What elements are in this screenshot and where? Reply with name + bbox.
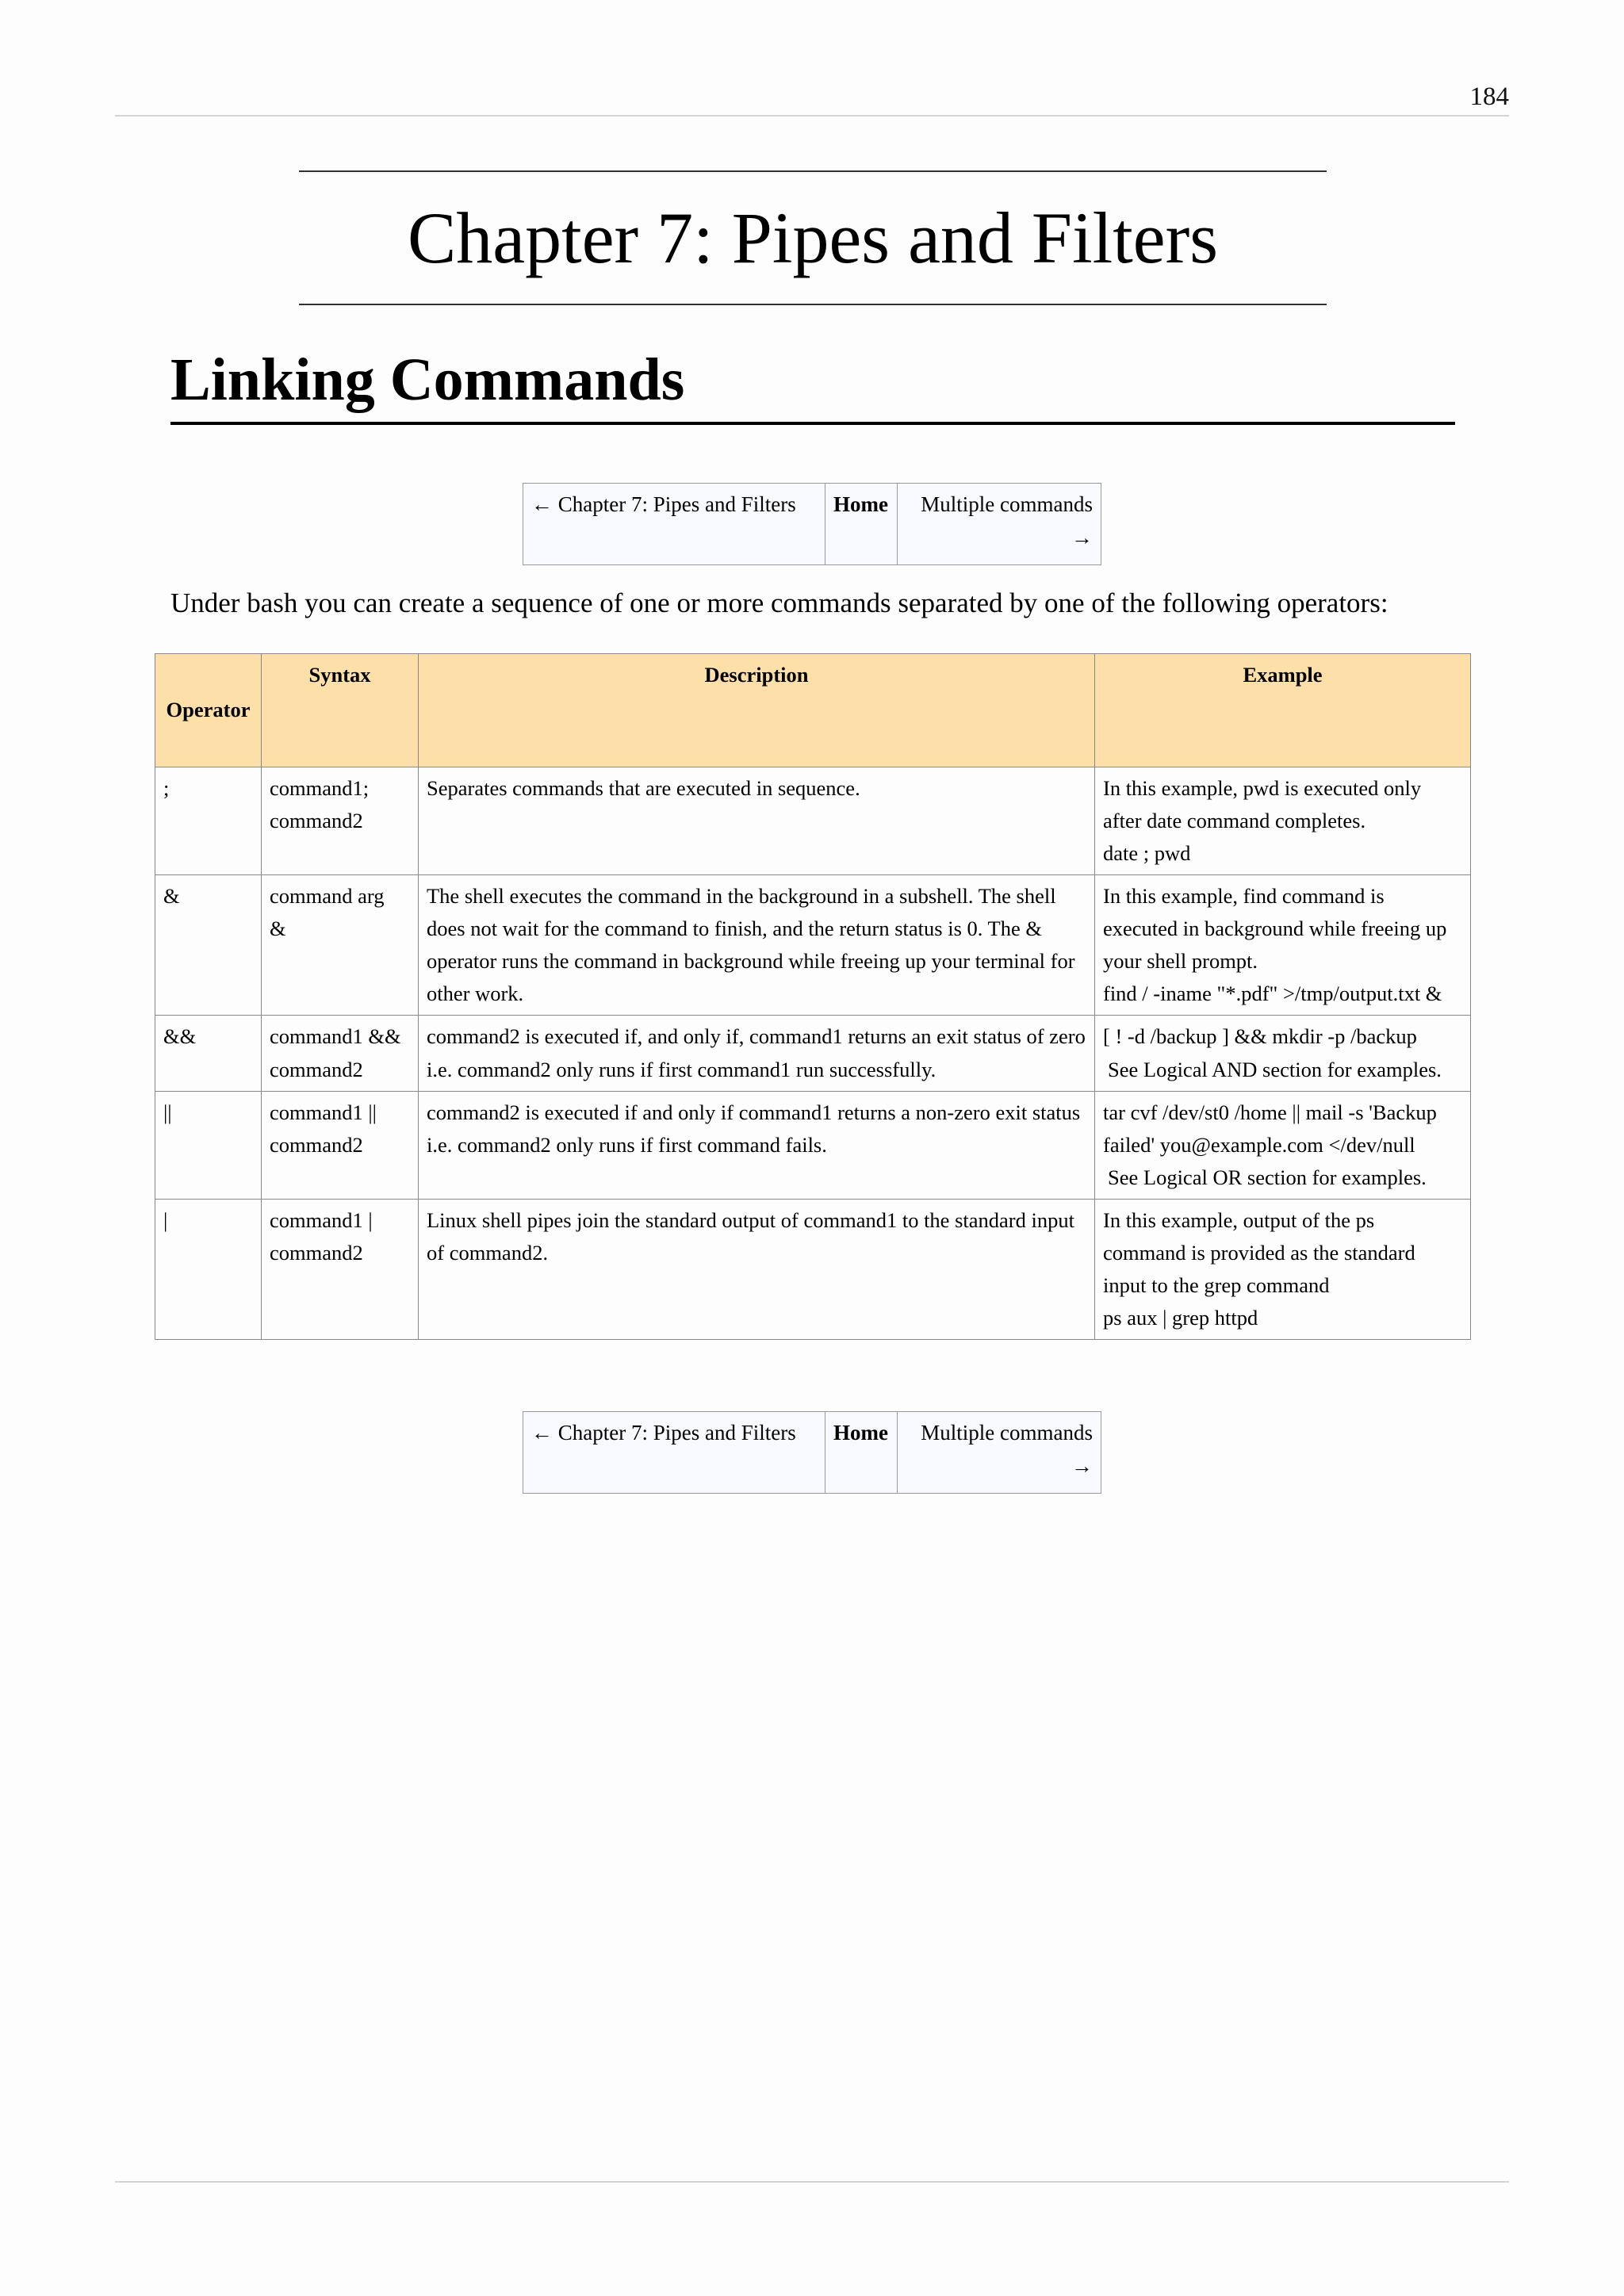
operator-cell: ||: [155, 1091, 262, 1199]
operator-cell: &: [155, 875, 262, 1016]
nav-box-bottom: [523, 1411, 1101, 1494]
syntax-line: command1 ||: [270, 1100, 377, 1124]
example-text: In this example, find command is executed in background while freeing up your shell prompt.: [1103, 884, 1447, 974]
syntax-line: command2: [270, 1057, 363, 1081]
syntax-line: command1 &&: [270, 1024, 401, 1049]
header-example: Example: [1095, 654, 1471, 767]
arrow-right-icon: →: [1071, 1453, 1093, 1478]
header-description: Description: [419, 654, 1095, 767]
example-note: See Logical OR section for examples.: [1108, 1165, 1427, 1189]
example-code: date ; pwd: [1103, 841, 1191, 866]
syntax-cell: [262, 1199, 419, 1339]
description-cell: The shell executes the command in the background in a subshell. The shell does not wait for the command to finish, and the return status is 0. The & operator runs the command in background while freeing up your terminal for other work.: [419, 875, 1095, 1016]
table-row: [155, 767, 1471, 875]
example-code: [ ! -d /backup ] && mkdir -p /backup: [1103, 1024, 1417, 1049]
example-cell: [1095, 1091, 1471, 1199]
example-text: In this example, output of the ps command is provided as the standard input to the grep command: [1103, 1207, 1415, 1297]
nav-prev-link[interactable]: ← Chapter 7: Pipes and Filters: [523, 484, 825, 565]
example-code: ps aux | grep httpd: [1103, 1305, 1258, 1330]
header-syntax: Syntax: [262, 654, 419, 767]
syntax-line: command1;: [270, 776, 370, 800]
nav-home-link[interactable]: Home: [825, 1412, 898, 1494]
table-row: [155, 1091, 1471, 1199]
example-cell: [1095, 1199, 1471, 1339]
nav-next-label: Multiple commands: [921, 492, 1093, 516]
section-title: Linking Commands: [170, 349, 1455, 425]
example-code: tar cvf /dev/st0 /home || mail -s 'Backup failed' you@example.com </dev/null: [1103, 1100, 1437, 1157]
intro-paragraph: Under bash you can create a sequence of one or more commands separated by one of the following operators:: [170, 587, 1388, 618]
page-number: 184: [1469, 82, 1509, 111]
table-header-row: [155, 654, 1471, 767]
example-cell: [1095, 875, 1471, 1016]
operators-table: [155, 653, 1471, 1340]
syntax-cell: [262, 875, 419, 1016]
description-cell: Separates commands that are executed in sequence.: [419, 767, 1095, 875]
table-row: [155, 1016, 1471, 1091]
table-row: [155, 1199, 1471, 1339]
table-row: [155, 875, 1471, 1016]
example-cell: [1095, 1016, 1471, 1091]
description-cell: command2 is executed if, and only if, command1 returns an exit status of zero i.e. command2 only runs if first command1 run successfully.: [419, 1016, 1095, 1091]
nav-prev-link[interactable]: ← Chapter 7: Pipes and Filters: [523, 1412, 825, 1494]
header-rule: [115, 115, 1509, 117]
nav-next-label: Multiple commands: [921, 1421, 1093, 1445]
footer-rule: [115, 2181, 1509, 2183]
example-code: find / -iname "*.pdf" >/tmp/output.txt &: [1103, 982, 1442, 1006]
syntax-line: command2: [270, 1132, 363, 1157]
chapter-title: Chapter 7: Pipes and Filters: [407, 197, 1219, 278]
operator-cell: |: [155, 1199, 262, 1339]
nav-box-top: [523, 483, 1101, 565]
nav-home-link[interactable]: Home: [825, 484, 898, 565]
syntax-cell: [262, 1016, 419, 1091]
arrow-right-icon: →: [1071, 525, 1093, 549]
syntax-line: command2: [270, 1240, 363, 1265]
syntax-line: command arg: [270, 884, 385, 909]
operator-cell: ;: [155, 767, 262, 875]
syntax-line: &: [270, 916, 286, 941]
example-note: See Logical AND section for examples.: [1108, 1057, 1442, 1081]
syntax-cell: [262, 1091, 419, 1199]
syntax-line: command1 |: [270, 1207, 373, 1232]
example-cell: [1095, 767, 1471, 875]
nav-next-link[interactable]: [898, 484, 1101, 565]
description-cell: Linux shell pipes join the standard output of command1 to the standard input of command2.: [419, 1199, 1095, 1339]
header-operator: Operator: [155, 654, 262, 767]
syntax-line: command2: [270, 809, 363, 833]
nav-next-link[interactable]: [898, 1412, 1101, 1494]
example-text: In this example, pwd is executed only after date command completes.: [1103, 776, 1422, 833]
chapter-header: [299, 170, 1327, 305]
syntax-cell: [262, 767, 419, 875]
description-cell: command2 is executed if and only if command1 returns a non-zero exit status i.e. command2 only runs if first command fails.: [419, 1091, 1095, 1199]
operator-cell: &&: [155, 1016, 262, 1091]
